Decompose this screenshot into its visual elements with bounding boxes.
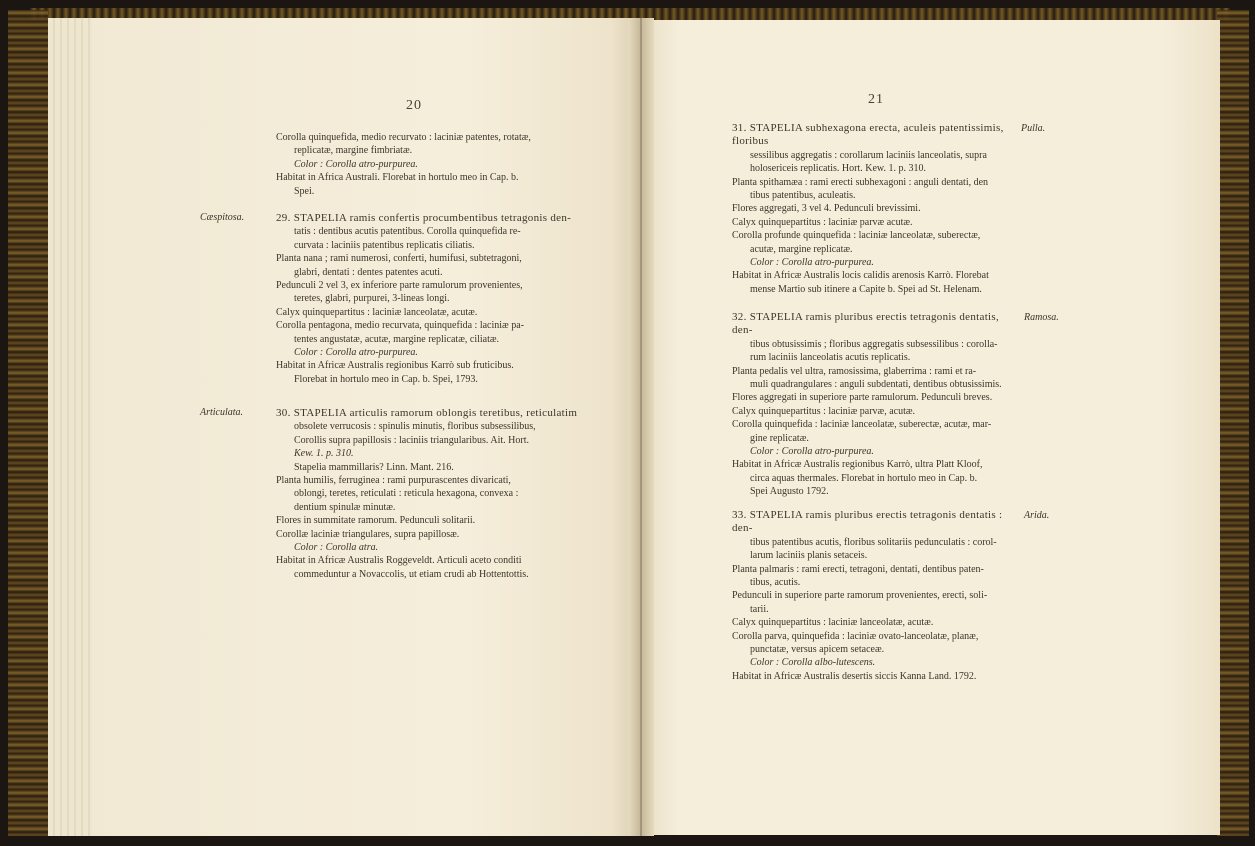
margin-note-ramosa: Ramosa. [1024,312,1059,323]
text-line: Color : Corolla atro-purpurea. [294,158,418,170]
text-line: tarii. [750,603,769,615]
text-line: punctatæ, versus apicem setaceæ. [750,644,885,656]
text-line: Planta palmaris : rami erecti, tetragoni, dentati, dentibus paten- [732,563,984,575]
text-line: Calyx quinquepartitus : laciniæ lanceolatæ, acutæ. [732,617,934,629]
margin-note-arida: Arida. [1024,510,1050,521]
text-line: Habitat in Africæ Australis Roggeveldt. Articuli aceto conditi [276,555,522,567]
text-line: Spei Augusto 1792. [750,486,829,498]
text-line: tibus patentibus acutis, floribus solitariis pedunculatis : corol- [750,536,997,548]
text-line: muli quadrangulares : anguli subdentati, dentibus obtusissimis. [750,379,1002,391]
text-line: replicatæ, margine fimbriatæ. [294,145,413,157]
text-line: commeduntur a Novaccolis, ut etiam crudi ab Hottentottis. [294,568,529,580]
page-edges [48,18,92,836]
entry-heading: 31. STAPELIA subhexagona erecta, aculeis patentissimis, floribus [732,122,1004,148]
text-line: Planta nana ; rami numerosi, conferti, humifusi, subtetragoni, [276,253,522,265]
page-number-right: 21 [868,92,884,107]
entry-heading: 33. STAPELIA ramis pluribus erectis tetragonis dentatis : den- [732,509,1003,535]
margin-note-articulata: Articulata. [200,407,244,418]
text-line: tibus obtusissimis ; floribus aggregatis subsessilibus : corolla- [750,338,998,350]
text-line: larum laciniis planis setaceis. [750,550,868,562]
text-line: Kew. 1. p. 310. [294,448,354,460]
text-line: Planta humilis, ferruginea : rami purpurascentes divaricati, [276,475,511,487]
text-line: sessilibus aggregatis : corollarum laciniis lanceolatis, supra [750,149,987,161]
text-line: glabri, dentati : dentes patentes acuti. [294,266,443,278]
book-gutter [628,18,654,836]
text-line: acutæ, margine replicatæ. [750,243,853,255]
text-line: tatis : dentibus acutis patentibus. Corolla quinquefida re- [294,226,521,238]
entry-heading: 29. STAPELIA ramis confertis procumbentibus tetragonis den- [276,212,572,224]
text-line: Habitat in Africæ Australis regionibus Karrò sub fruticibus. [276,360,514,372]
text-line: Color : Corolla atro-purpurea. [750,446,874,458]
text-line: Flores aggregati in superiore parte ramulorum. Pedunculi breves. [732,392,993,404]
text-line: Color : Corolla atro-purpurea. [294,347,418,359]
text-line: Calyx quinquepartitus : laciniæ parvæ acutæ. [732,216,913,228]
text-line: Habitat in Africæ Australis desertis siccis Kanna Land. 1792. [732,670,977,682]
gilt-edge-right [1217,10,1249,836]
text-line: Corolla parva, quinquefida : laciniæ ovato-lanceolatæ, planæ, [732,630,979,642]
margin-note-caespitosa: Cæspitosa. [200,212,245,223]
page-number-left: 20 [406,98,422,113]
text-line: Corolla profunde quinquefida : laciniæ lanceolatæ, suberectæ, [732,230,981,242]
text-line: Corollæ laciniæ triangulares, supra papillosæ. [276,528,460,540]
text-line: teretes, glabri, purpurei, 3-lineas longi. [294,293,450,305]
text-line: Color : Corolla atro-purpurea. [750,257,874,269]
text-line: rum laciniis lanceolatis acutis replicatis. [750,352,911,364]
text-line: Planta spithamæa : rami erecti subhexagoni : anguli dentati, den [732,176,989,188]
text-line: Corolla quinquefida : laciniæ lanceolatæ, suberectæ, acutæ, mar- [732,419,992,431]
text-line: Calyx quinquepartitus : laciniæ lanceolatæ, acutæ. [276,306,478,318]
text-line: tentes angustatæ, acutæ, margine replicatæ, ciliatæ. [294,333,500,345]
entry-33 [732,509,1022,683]
left-top-block [276,131,596,198]
text-line: obsolete verrucosis : spinulis minutis, floribus subsessilibus, [294,421,536,433]
text-line: Color : Corolla albo-lutescens. [750,657,876,669]
text-line: Flores aggregati, 3 vel 4. Pedunculi brevissimi. [732,203,921,215]
text-line: Planta pedalis vel ultra, ramosissima, glaberrima : rami et ra- [732,365,977,377]
text-line: holosericeis replicatis. Hort. Kew. 1. p. 310. [750,163,926,175]
text-line: Flores in summitate ramorum. Pedunculi solitarii. [276,515,476,527]
text-line: Florebat in hortulo meo in Cap. b. Spei, 1793. [294,373,478,385]
margin-note-pulla: Pulla. [1021,123,1046,134]
text-line: Corollis supra papillosis : laciniis triangularibus. Ait. Hort. [294,434,529,446]
text-line: Pedunculi in superiore parte ramorum provenientes, erecti, soli- [732,590,988,602]
text-line: Calyx quinquepartitus : laciniæ parvæ, acutæ. [732,405,916,417]
text-line: Habitat in Africæ Australis regionibus Karrò, ultra Platt Kloof, [732,459,983,471]
text-line: tibus, acutis. [750,577,801,589]
text-line: circa aquas thermales. Florebat in hortulo meo in Cap. b. [750,472,978,484]
text-line: Habitat in Africa Australi. Florebat in hortulo meo in Cap. b. [276,172,519,184]
text-line: Corolla quinquefida, medio recurvato : laciniæ patentes, rotatæ, [276,132,531,143]
text-line: Habitat in Africæ Australis locis calidis arenosis Karrò. Florebat [732,270,989,282]
entry-heading: 30. STAPELIA articulis ramorum oblongis teretibus, reticulatim [276,407,578,419]
entry-heading: 32. STAPELIA ramis pluribus erectis tetragonis dentatis, den- [732,311,1000,337]
entry-30 [276,407,596,581]
text-line: Pedunculi 2 vel 3, ex inferiore parte ramulorum provenientes, [276,280,523,292]
text-line: Stapelia mammillaris? Linn. Mant. 216. [294,461,454,473]
text-line: oblongi, teretes, reticulati : reticula hexagona, convexa : [294,488,519,500]
text-line: dentium spinulæ minutæ. [294,501,396,513]
text-line: gine replicatæ. [750,432,809,444]
text-line: tibus patentibus, aculeatis. [750,190,856,202]
entry-32 [732,311,1022,499]
gilt-edge-left [8,10,48,836]
text-line: Color : Corolla atra. [294,542,379,554]
entry-31 [732,122,1022,296]
text-line: mense Martio sub itinere a Capite b. Spei ad St. Helenam. [750,283,982,295]
text-line: Corolla pentagona, medio recurvata, quinquefida : laciniæ pa- [276,320,524,332]
text-line: curvata : laciniis patentibus replicatis ciliatis. [294,239,475,251]
text-line: Spei. [294,185,315,197]
entry-29 [276,212,596,386]
